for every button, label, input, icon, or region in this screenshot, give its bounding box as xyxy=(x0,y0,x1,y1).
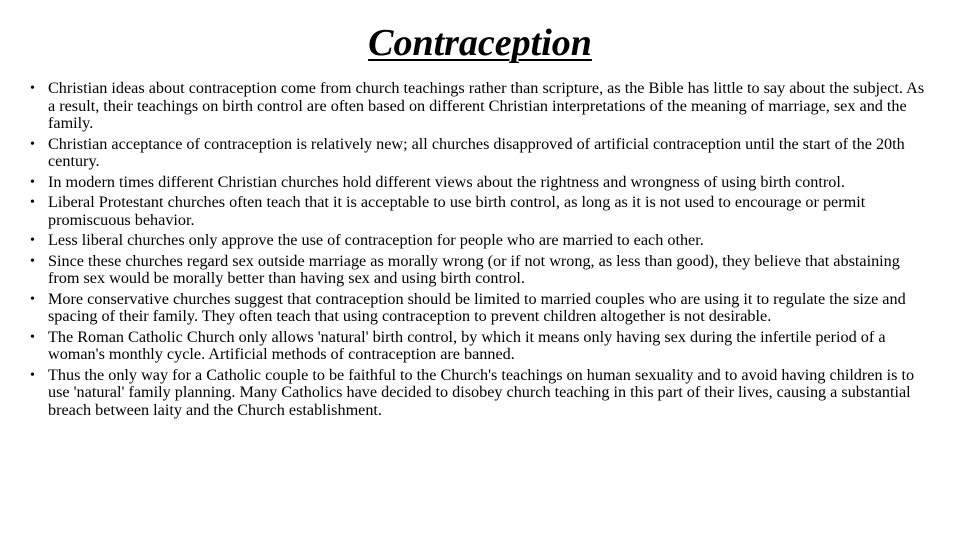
bullet-text: Less liberal churches only approve the use of contraception for people who are married to each other. xyxy=(48,231,704,249)
bullet-item xyxy=(30,174,930,192)
bullet-item xyxy=(30,253,930,288)
bullet-dot-icon: • xyxy=(30,233,35,248)
bullet-text: Christian ideas about contraception come from church teachings rather than scripture, as the Bible has little to say about the subject. As a result, their teachings on birth control are often based on different Christian interpretations of the meaning of marriage, sex and the family. xyxy=(48,79,925,132)
bullet-text: Since these churches regard sex outside marriage as morally wrong (or if not wrong, as less than good), they believe that abstaining from sex would be morally better than having sex and using birth control. xyxy=(48,251,900,287)
bullet-dot-icon: • xyxy=(30,81,35,96)
bullet-item xyxy=(30,80,930,133)
bullet-dot-icon: • xyxy=(30,367,35,383)
bullet-text: Christian acceptance of contraception is relatively new; all churches disapproved of artificial contraception until the start of the 20th century. xyxy=(48,134,905,170)
bullet-list xyxy=(30,80,930,422)
bullet-text: In modern times different Christian churches hold different views about the rightness and wrongness of using birth control. xyxy=(48,172,845,191)
bullet-item xyxy=(30,291,930,326)
bullet-text: More conservative churches suggest that contraception should be limited to married couples who are using it to regulate the size and spacing of their family. They often teach that using contraception to prevent children altogether is not desirable. xyxy=(48,289,906,325)
bullet-item xyxy=(30,232,930,250)
bullet-text: Liberal Protestant churches often teach that it is acceptable to use birth control, as long as it is not used to encourage or permit promiscuous behavior. xyxy=(48,193,866,229)
bullet-item xyxy=(30,329,930,364)
bullet-dot-icon: • xyxy=(30,174,35,190)
bullet-dot-icon: • xyxy=(30,136,35,152)
bullet-item xyxy=(30,194,930,229)
bullet-dot-icon: • xyxy=(30,329,35,345)
bullet-dot-icon: • xyxy=(30,291,35,307)
bullet-text: The Roman Catholic Church only allows 'natural' birth control, by which it means only having sex during the infertile period of a woman's monthly cycle. Artificial methods of contraception are banned. xyxy=(48,327,886,363)
bullet-text: Thus the only way for a Catholic couple to be faithful to the Church's teachings on human sexuality and to avoid having children is to use 'natural' family planning. Many Catholics have decided to disobey church teaching in this part of their lives, causing a substantial breach between laity and the Church establishment. xyxy=(48,365,915,419)
bullet-dot-icon: • xyxy=(30,195,35,210)
bullet-item xyxy=(30,136,930,171)
bullet-dot-icon: • xyxy=(30,253,35,269)
slide-title: Contraception xyxy=(368,22,592,64)
bullet-item xyxy=(30,367,930,420)
